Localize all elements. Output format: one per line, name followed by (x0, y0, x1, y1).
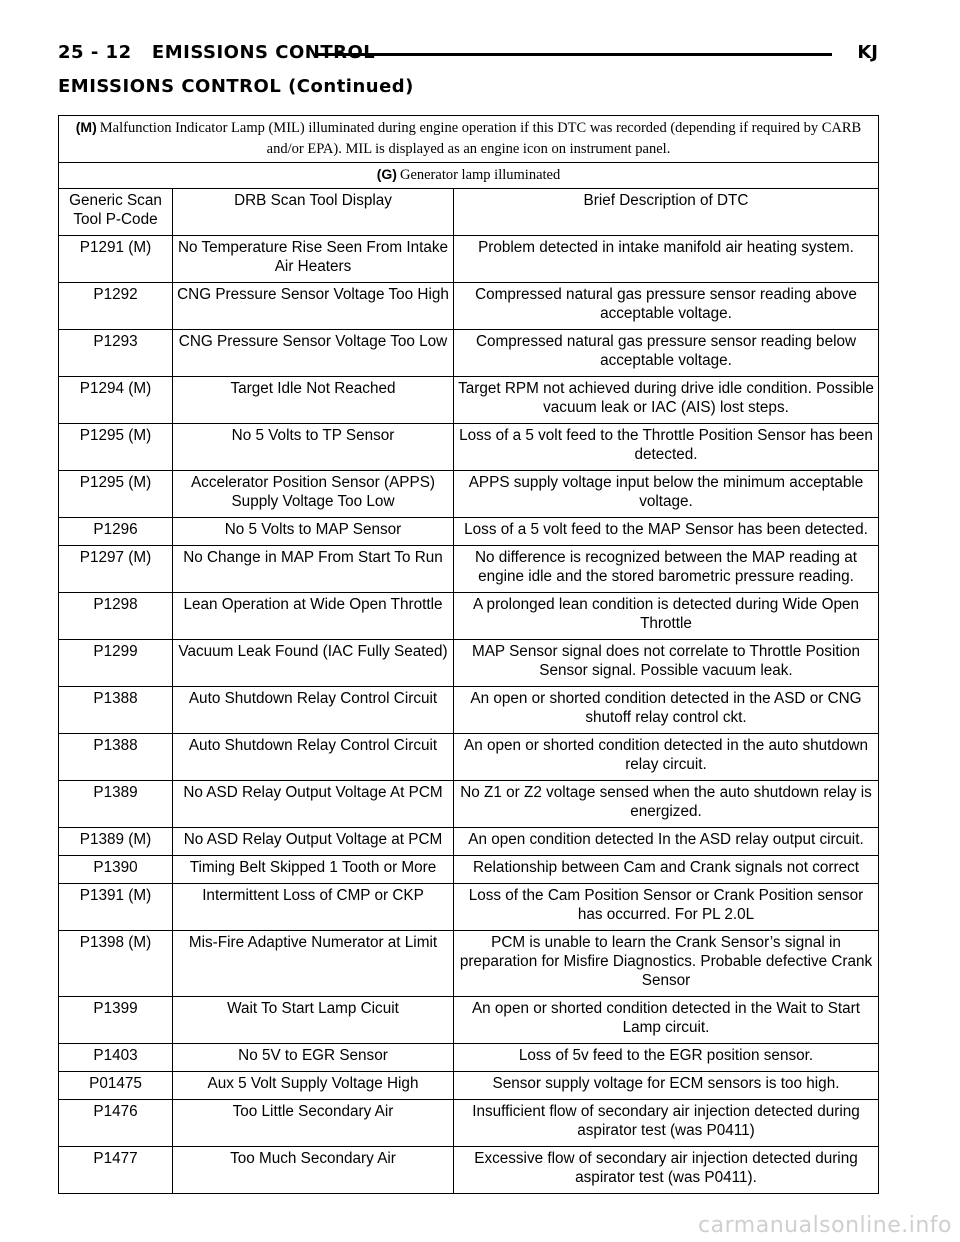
description-cell: No Z1 or Z2 voltage sensed when the auto shutdown relay is energized. (454, 781, 879, 828)
table-row (59, 828, 879, 856)
p-code-cell: P1295 (M) (59, 424, 173, 471)
table-row (59, 593, 879, 640)
note-row-m (59, 116, 879, 163)
p-code-cell: P1389 (M) (59, 828, 173, 856)
drb-display-cell: CNG Pressure Sensor Voltage Too Low (173, 330, 454, 377)
description-cell: Loss of the Cam Position Sensor or Crank Position sensor has occurred. For PL 2.0L (454, 884, 879, 931)
p-code-cell: P1476 (59, 1100, 173, 1147)
p-code-cell: P1298 (59, 593, 173, 640)
continued-title: EMISSIONS CONTROL (Continued) (58, 76, 414, 97)
drb-display-cell: No ASD Relay Output Voltage At PCM (173, 781, 454, 828)
table-row (59, 283, 879, 330)
description-cell: Loss of a 5 volt feed to the MAP Sensor has been detected. (454, 518, 879, 546)
drb-display-cell: No ASD Relay Output Voltage at PCM (173, 828, 454, 856)
table-row (59, 734, 879, 781)
table-row (59, 377, 879, 424)
drb-display-cell: No 5V to EGR Sensor (173, 1044, 454, 1072)
table-row (59, 1100, 879, 1147)
p-code-cell: P1390 (59, 856, 173, 884)
column-header-drb: DRB Scan Tool Display (173, 189, 454, 236)
p-code-cell: P1293 (59, 330, 173, 377)
description-cell: Insufficient flow of secondary air injection detected during aspirator test (was P0411) (454, 1100, 879, 1147)
p-code-cell: P1299 (59, 640, 173, 687)
p-code-cell: P1295 (M) (59, 471, 173, 518)
table-row (59, 546, 879, 593)
mil-note (59, 116, 879, 163)
g-note-text: Generator lamp illuminated (399, 167, 561, 183)
p-code-cell: P01475 (59, 1072, 173, 1100)
p-code-cell: P1292 (59, 283, 173, 330)
header-rule (316, 53, 832, 56)
description-cell: APPS supply voltage input below the minimum acceptable voltage. (454, 471, 879, 518)
table-row (59, 1147, 879, 1194)
vehicle-code: KJ (857, 42, 878, 63)
drb-display-cell: Too Much Secondary Air (173, 1147, 454, 1194)
drb-display-cell: Aux 5 Volt Supply Voltage High (173, 1072, 454, 1100)
dtc-table (58, 115, 879, 1194)
p-code-cell: P1388 (59, 687, 173, 734)
description-cell: Compressed natural gas pressure sensor reading below acceptable voltage. (454, 330, 879, 377)
description-cell: Loss of a 5 volt feed to the Throttle Position Sensor has been detected. (454, 424, 879, 471)
description-cell: Relationship between Cam and Crank signals not correct (454, 856, 879, 884)
description-cell: An open or shorted condition detected in the Wait to Start Lamp circuit. (454, 997, 879, 1044)
p-code-cell: P1296 (59, 518, 173, 546)
note-row-g (59, 163, 879, 189)
watermark: carmanualsonline.info (698, 1213, 952, 1238)
description-cell: An open or shorted condition detected in the auto shutdown relay circuit. (454, 734, 879, 781)
page-number: 25 - 12 (58, 42, 132, 63)
table-row (59, 931, 879, 997)
p-code-cell: P1391 (M) (59, 884, 173, 931)
p-code-cell: P1294 (M) (59, 377, 173, 424)
drb-display-cell: Accelerator Position Sensor (APPS) Supply Voltage Too Low (173, 471, 454, 518)
drb-display-cell: No 5 Volts to MAP Sensor (173, 518, 454, 546)
description-cell: MAP Sensor signal does not correlate to Throttle Position Sensor signal. Possible vacuum leak. (454, 640, 879, 687)
drb-display-cell: No Change in MAP From Start To Run (173, 546, 454, 593)
table-row (59, 997, 879, 1044)
p-code-cell: P1477 (59, 1147, 173, 1194)
p-code-cell: P1291 (M) (59, 236, 173, 283)
description-cell: An open condition detected In the ASD relay output circuit. (454, 828, 879, 856)
drb-display-cell: Lean Operation at Wide Open Throttle (173, 593, 454, 640)
table-row (59, 330, 879, 377)
description-cell: Target RPM not achieved during drive idle condition. Possible vacuum leak or IAC (AIS) lost steps. (454, 377, 879, 424)
p-code-cell: P1403 (59, 1044, 173, 1072)
drb-display-cell: No Temperature Rise Seen From Intake Air Heaters (173, 236, 454, 283)
drb-display-cell: Target Idle Not Reached (173, 377, 454, 424)
drb-display-cell: Wait To Start Lamp Cicuit (173, 997, 454, 1044)
drb-display-cell: No 5 Volts to TP Sensor (173, 424, 454, 471)
description-cell: Excessive flow of secondary air injection detected during aspirator test (was P0411). (454, 1147, 879, 1194)
drb-display-cell: Too Little Secondary Air (173, 1100, 454, 1147)
p-code-cell: P1297 (M) (59, 546, 173, 593)
table-row (59, 856, 879, 884)
description-cell: An open or shorted condition detected in the ASD or CNG shutoff relay control ckt. (454, 687, 879, 734)
description-cell: A prolonged lean condition is detected during Wide Open Throttle (454, 593, 879, 640)
page-header (58, 42, 878, 68)
description-cell: Loss of 5v feed to the EGR position sensor. (454, 1044, 879, 1072)
m-note-text: Malfunction Indicator Lamp (MIL) illuminated during engine operation if this DTC was recorded (depending if required by CARB and/or EPA). MIL is displayed as an engine icon on instrument panel. (99, 120, 862, 157)
column-header-pcode: Generic Scan Tool P-Code (59, 189, 173, 236)
p-code-cell: P1388 (59, 734, 173, 781)
column-header-row (59, 189, 879, 236)
table-row (59, 687, 879, 734)
drb-display-cell: Intermittent Loss of CMP or CKP (173, 884, 454, 931)
p-code-cell: P1398 (M) (59, 931, 173, 997)
drb-display-cell: CNG Pressure Sensor Voltage Too High (173, 283, 454, 330)
section-title: EMISSIONS CONTROL (151, 42, 376, 63)
drb-display-cell: Mis-Fire Adaptive Numerator at Limit (173, 931, 454, 997)
m-tag: (M) (75, 119, 97, 135)
drb-display-cell: Auto Shutdown Relay Control Circuit (173, 734, 454, 781)
description-cell: Sensor supply voltage for ECM sensors is too high. (454, 1072, 879, 1100)
description-cell: Compressed natural gas pressure sensor reading above acceptable voltage. (454, 283, 879, 330)
description-cell: No difference is recognized between the MAP reading at engine idle and the stored barometric pressure reading. (454, 546, 879, 593)
table-row (59, 884, 879, 931)
table-row (59, 471, 879, 518)
drb-display-cell: Vacuum Leak Found (IAC Fully Seated) (173, 640, 454, 687)
drb-display-cell: Timing Belt Skipped 1 Tooth or More (173, 856, 454, 884)
column-header-description: Brief Description of DTC (454, 189, 879, 236)
description-cell: Problem detected in intake manifold air heating system. (454, 236, 879, 283)
table-row (59, 1044, 879, 1072)
table-row (59, 236, 879, 283)
g-tag: (G) (376, 166, 397, 182)
p-code-cell: P1389 (59, 781, 173, 828)
p-code-cell: P1399 (59, 997, 173, 1044)
table-row (59, 781, 879, 828)
table-row (59, 424, 879, 471)
table-row (59, 640, 879, 687)
drb-display-cell: Auto Shutdown Relay Control Circuit (173, 687, 454, 734)
description-cell: PCM is unable to learn the Crank Sensor’s signal in preparation for Misfire Diagnostics. Probable defective Crank Sensor (454, 931, 879, 997)
table-row (59, 1072, 879, 1100)
table-row (59, 518, 879, 546)
generator-note (59, 163, 879, 189)
